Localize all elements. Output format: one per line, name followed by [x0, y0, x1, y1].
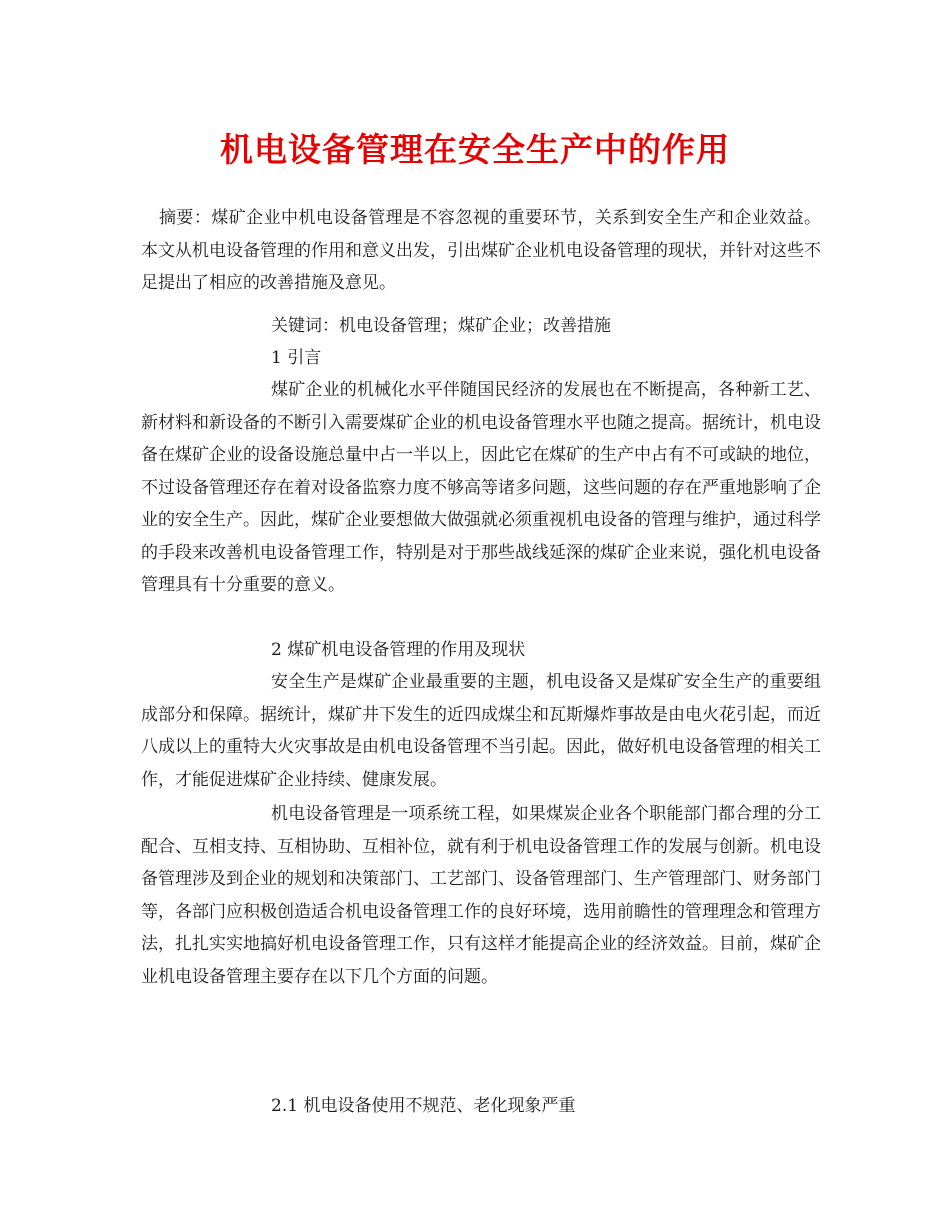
abstract-paragraph: 摘要：煤矿企业中机电设备管理是不容忽视的重要环节，关系到安全生产和企业效益。本文从机电设备管理的作用和意义出发，引出煤矿企业机电设备管理的现状，并针对这些不足提出了相应的改善措施及意见。 [141, 208, 821, 293]
section-heading-role-status: 2 煤矿机电设备管理的作用及现状 [271, 640, 526, 660]
section-heading-2-1: 2.1 机电设备使用不规范、老化现象严重 [271, 1096, 576, 1116]
safety-paragraph: 安全生产是煤矿企业最重要的主题，机电设备又是煤矿安全生产的重要组成部分和保障。据统计，煤矿井下发生的近四成煤尘和瓦斯爆炸事故是由电火花引起，而近八成以上的重特大火灾事故是由机电设备管理不当引起。因此，做好机电设备管理的相关工作，才能促进煤矿企业持续、健康发展。 [141, 672, 821, 790]
system-engineering-paragraph: 机电设备管理是一项系统工程，如果煤炭企业各个职能部门都合理的分工配合、互相支持、互相协助、互相补位，就有利于机电设备管理工作的发展与创新。机电设备管理涉及到企业的规划和决策部门、工艺部门、设备管理部门、生产管理部门、财务部门等，各部门应积极创造适合机电设备管理工作的良好环境，选用前瞻性的管理理念和管理方法，扎扎实实地搞好机电设备管理工作，只有这样才能提高企业的经济效益。目前，煤矿企业机电设备管理主要存在以下几个方面的问题。 [141, 804, 821, 987]
keywords-line: 关键词：机电设备管理；煤矿企业；改善措施 [271, 316, 611, 336]
introduction-paragraph: 煤矿企业的机械化水平伴随国民经济的发展也在不断提高，各种新工艺、新材料和新设备的不断引入需要煤矿企业的机电设备管理水平也随之提高。据统计，机电设备在煤矿企业的设备设施总量中占一半以上，因此它在煤矿的生产中占有不可或缺的地位，不过设备管理还存在着对设备监察力度不够高等诸多问题，这些问题的存在严重地影响了企业的安全生产。因此，煤矿企业要想做大做强就必须重视机电设备的管理与维护，通过科学的手段来改善机电设备管理工作，特别是对于那些战线延深的煤矿企业来说，强化机电设备管理具有十分重要的意义。 [141, 380, 821, 595]
section-heading-introduction: 1 引言 [271, 348, 322, 368]
document-title: 机电设备管理在安全生产中的作用 [220, 130, 730, 169]
